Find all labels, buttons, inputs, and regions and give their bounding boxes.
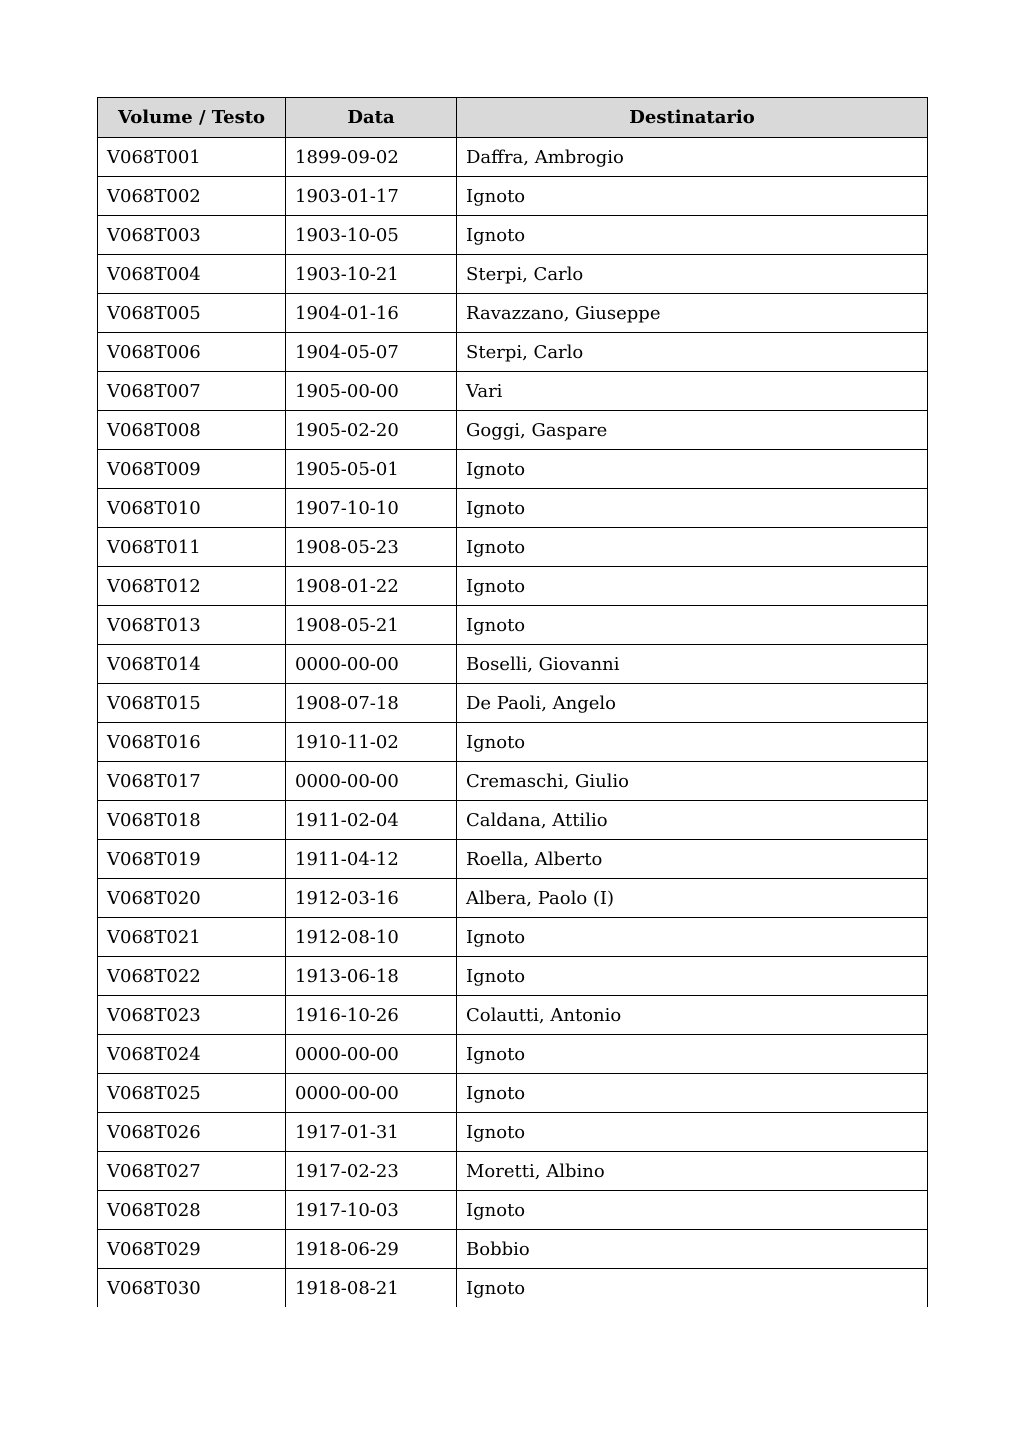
- cell-data: 1908-07-18: [286, 684, 457, 723]
- table-row: [98, 645, 928, 684]
- cell-data: 1903-10-21: [286, 255, 457, 294]
- table-row: [98, 489, 928, 528]
- cell-data: 1903-01-17: [286, 177, 457, 216]
- table-row: [98, 333, 928, 372]
- header-data: Data: [286, 98, 457, 138]
- cell-data: 1913-06-18: [286, 957, 457, 996]
- cell-destinatario: Cremaschi, Giulio: [457, 762, 928, 801]
- table-row: [98, 567, 928, 606]
- cell-destinatario: Vari: [457, 372, 928, 411]
- cell-data: 1899-09-02: [286, 138, 457, 177]
- cell-data: 1917-10-03: [286, 1191, 457, 1230]
- cell-data: 1918-06-29: [286, 1230, 457, 1269]
- table-row: [98, 996, 928, 1035]
- cell-data: 1912-08-10: [286, 918, 457, 957]
- cell-destinatario: Ignoto: [457, 216, 928, 255]
- table-row: [98, 1230, 928, 1269]
- cell-destinatario: Sterpi, Carlo: [457, 333, 928, 372]
- cell-volume-testo: V068T002: [98, 177, 286, 216]
- cell-destinatario: Bobbio: [457, 1230, 928, 1269]
- cell-data: 1911-02-04: [286, 801, 457, 840]
- table-row: [98, 762, 928, 801]
- cell-destinatario: Ravazzano, Giuseppe: [457, 294, 928, 333]
- cell-data: 1911-04-12: [286, 840, 457, 879]
- cell-volume-testo: V068T022: [98, 957, 286, 996]
- cell-destinatario: De Paoli, Angelo: [457, 684, 928, 723]
- cell-data: 1917-02-23: [286, 1152, 457, 1191]
- cell-volume-testo: V068T030: [98, 1269, 286, 1308]
- table-row: [98, 216, 928, 255]
- cell-destinatario: Sterpi, Carlo: [457, 255, 928, 294]
- cell-volume-testo: V068T029: [98, 1230, 286, 1269]
- cell-volume-testo: V068T017: [98, 762, 286, 801]
- cell-data: 1912-03-16: [286, 879, 457, 918]
- cell-volume-testo: V068T015: [98, 684, 286, 723]
- table-row: [98, 1035, 928, 1074]
- table-row: [98, 684, 928, 723]
- cell-destinatario: Ignoto: [457, 177, 928, 216]
- cell-volume-testo: V068T009: [98, 450, 286, 489]
- cell-volume-testo: V068T028: [98, 1191, 286, 1230]
- table-row: [98, 255, 928, 294]
- cell-data: 1917-01-31: [286, 1113, 457, 1152]
- table-row: [98, 957, 928, 996]
- cell-volume-testo: V068T019: [98, 840, 286, 879]
- table-row: [98, 606, 928, 645]
- cell-volume-testo: V068T021: [98, 918, 286, 957]
- cell-destinatario: Caldana, Attilio: [457, 801, 928, 840]
- cell-data: 1905-00-00: [286, 372, 457, 411]
- table-row: [98, 918, 928, 957]
- cell-destinatario: Roella, Alberto: [457, 840, 928, 879]
- table-row: [98, 177, 928, 216]
- cell-volume-testo: V068T026: [98, 1113, 286, 1152]
- cell-volume-testo: V068T025: [98, 1074, 286, 1113]
- table-row: [98, 411, 928, 450]
- table-row: [98, 294, 928, 333]
- cell-volume-testo: V068T024: [98, 1035, 286, 1074]
- cell-destinatario: Ignoto: [457, 918, 928, 957]
- header-volume-testo: Volume / Testo: [98, 98, 286, 138]
- cell-data: 0000-00-00: [286, 1035, 457, 1074]
- cell-data: 0000-00-00: [286, 762, 457, 801]
- cell-data: 1905-02-20: [286, 411, 457, 450]
- cell-volume-testo: V068T016: [98, 723, 286, 762]
- cell-data: 0000-00-00: [286, 1074, 457, 1113]
- cell-destinatario: Daffra, Ambrogio: [457, 138, 928, 177]
- cell-volume-testo: V068T003: [98, 216, 286, 255]
- cell-destinatario: Ignoto: [457, 567, 928, 606]
- cell-data: 1904-05-07: [286, 333, 457, 372]
- cell-data: 1907-10-10: [286, 489, 457, 528]
- cell-destinatario: Ignoto: [457, 1035, 928, 1074]
- table-row: [98, 528, 928, 567]
- cell-destinatario: Ignoto: [457, 1269, 928, 1308]
- cell-volume-testo: V068T013: [98, 606, 286, 645]
- cell-destinatario: Boselli, Giovanni: [457, 645, 928, 684]
- table-row: [98, 723, 928, 762]
- cell-volume-testo: V068T023: [98, 996, 286, 1035]
- cell-data: 1908-05-21: [286, 606, 457, 645]
- table-row: [98, 1074, 928, 1113]
- cell-volume-testo: V068T014: [98, 645, 286, 684]
- cell-data: 1903-10-05: [286, 216, 457, 255]
- cell-data: 0000-00-00: [286, 645, 457, 684]
- cell-destinatario: Ignoto: [457, 1113, 928, 1152]
- cell-volume-testo: V068T011: [98, 528, 286, 567]
- cell-volume-testo: V068T010: [98, 489, 286, 528]
- table-row: [98, 879, 928, 918]
- header-destinatario: Destinatario: [457, 98, 928, 138]
- cell-destinatario: Ignoto: [457, 1074, 928, 1113]
- cell-volume-testo: V068T005: [98, 294, 286, 333]
- cell-volume-testo: V068T008: [98, 411, 286, 450]
- cell-volume-testo: V068T018: [98, 801, 286, 840]
- cell-data: 1916-10-26: [286, 996, 457, 1035]
- cell-volume-testo: V068T012: [98, 567, 286, 606]
- cell-volume-testo: V068T001: [98, 138, 286, 177]
- table-row: [98, 1191, 928, 1230]
- cell-destinatario: Ignoto: [457, 528, 928, 567]
- table-row: [98, 450, 928, 489]
- cell-data: 1904-01-16: [286, 294, 457, 333]
- table-row: [98, 138, 928, 177]
- cell-destinatario: Ignoto: [457, 606, 928, 645]
- table-header: [98, 98, 928, 138]
- cell-data: 1910-11-02: [286, 723, 457, 762]
- cell-data: 1908-01-22: [286, 567, 457, 606]
- cell-destinatario: Ignoto: [457, 1191, 928, 1230]
- cell-volume-testo: V068T006: [98, 333, 286, 372]
- cell-volume-testo: V068T007: [98, 372, 286, 411]
- cell-data: 1905-05-01: [286, 450, 457, 489]
- cell-volume-testo: V068T004: [98, 255, 286, 294]
- table-row: [98, 1152, 928, 1191]
- cell-destinatario: Ignoto: [457, 489, 928, 528]
- cell-destinatario: Goggi, Gaspare: [457, 411, 928, 450]
- table-body: [98, 138, 928, 1308]
- table-row: [98, 372, 928, 411]
- table-row: [98, 801, 928, 840]
- cell-destinatario: Ignoto: [457, 723, 928, 762]
- cell-destinatario: Colautti, Antonio: [457, 996, 928, 1035]
- table-row: [98, 1113, 928, 1152]
- cell-destinatario: Ignoto: [457, 450, 928, 489]
- letters-table: [97, 97, 928, 1307]
- header-row: [98, 98, 928, 138]
- table-row: [98, 1269, 928, 1308]
- cell-volume-testo: V068T020: [98, 879, 286, 918]
- cell-destinatario: Albera, Paolo (I): [457, 879, 928, 918]
- cell-destinatario: Moretti, Albino: [457, 1152, 928, 1191]
- cell-volume-testo: V068T027: [98, 1152, 286, 1191]
- cell-destinatario: Ignoto: [457, 957, 928, 996]
- table-row: [98, 840, 928, 879]
- cell-data: 1918-08-21: [286, 1269, 457, 1308]
- cell-data: 1908-05-23: [286, 528, 457, 567]
